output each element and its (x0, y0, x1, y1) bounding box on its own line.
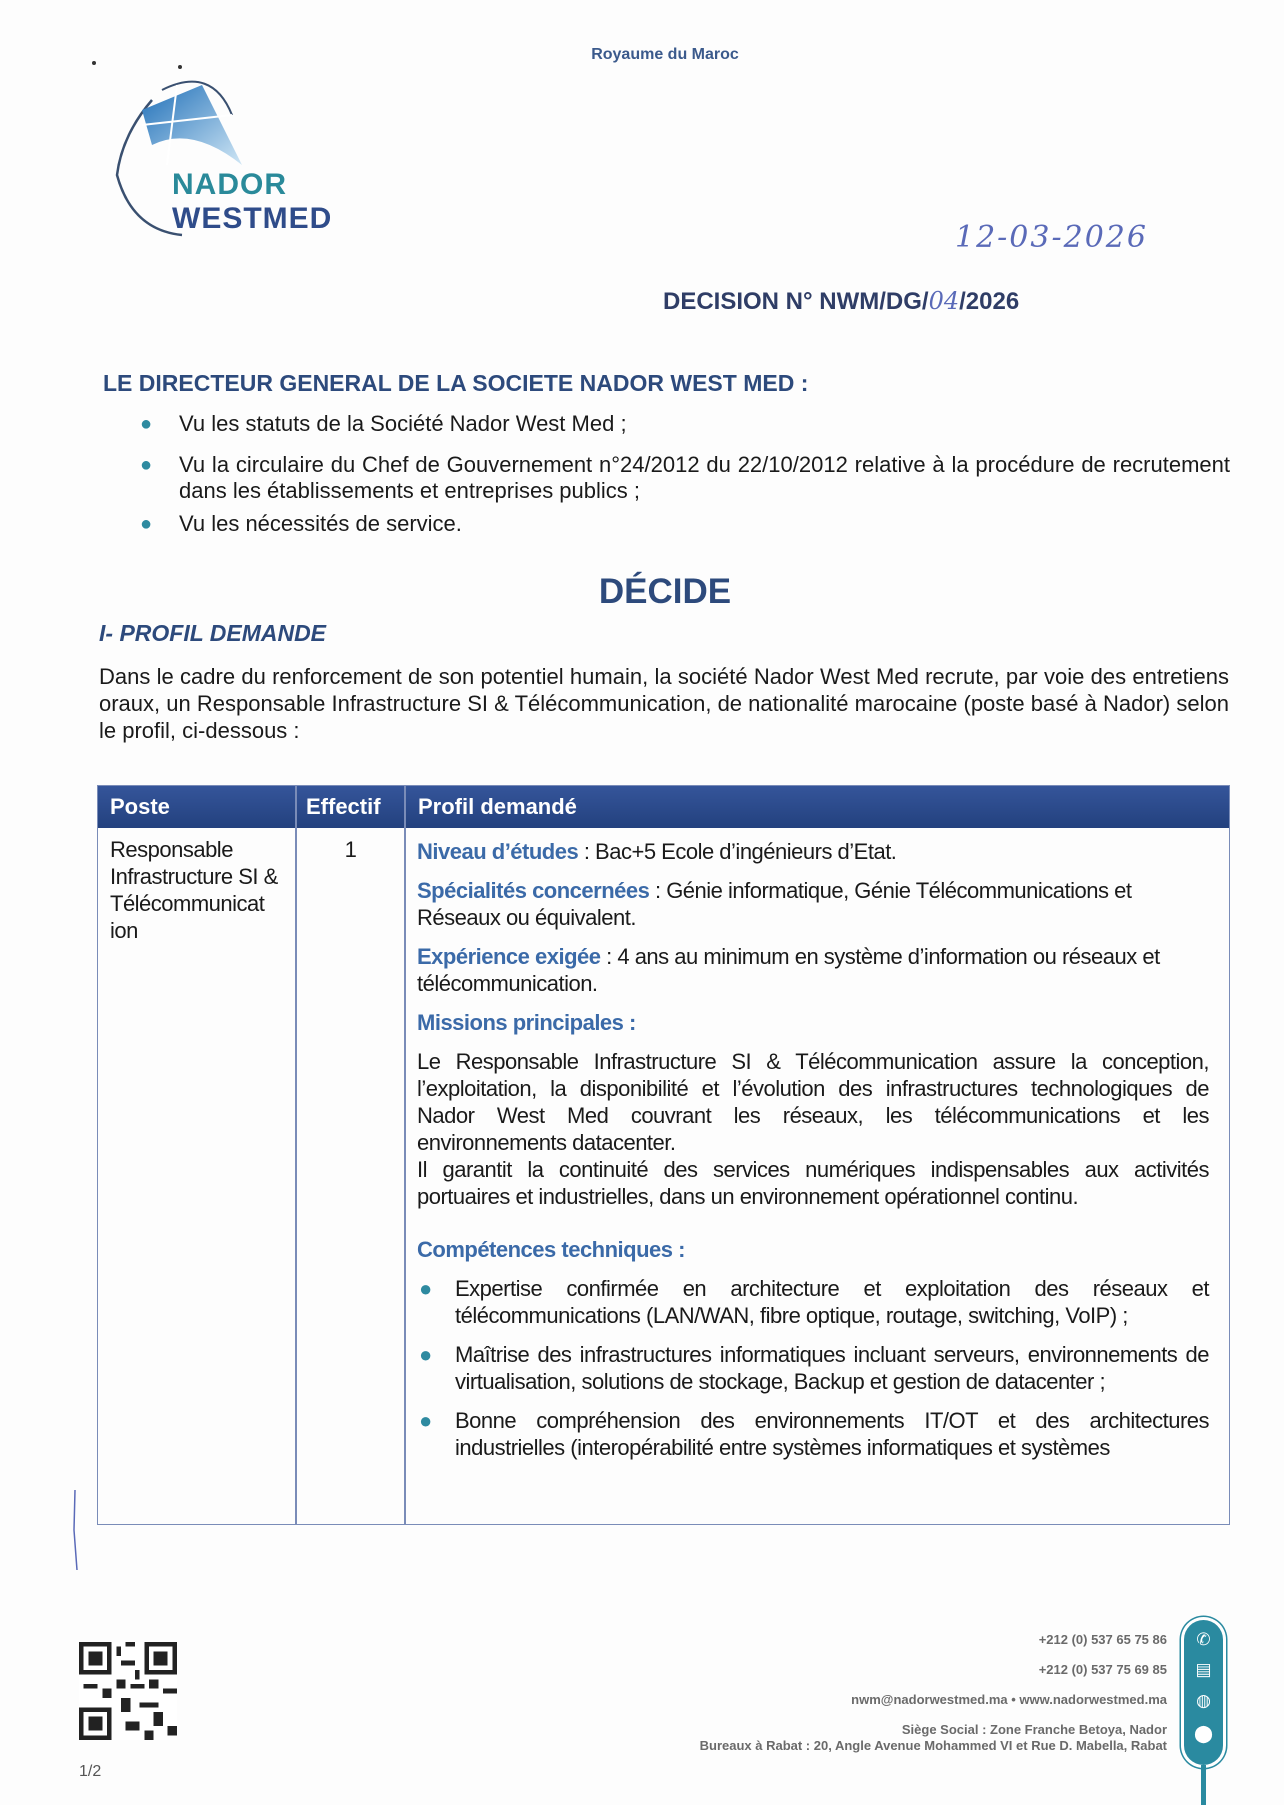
cell-poste: Responsable Infrastructure SI & Télécommunicat ion (110, 837, 278, 943)
competence-item: ● Bonne compréhension des environnements IT/OT et des architectures industrielles (interopérabilité entre systèmes informatiques et systèmes (419, 1408, 1209, 1460)
footer-siege: Siège Social : Zone Franche Betoya, Nador (901, 1722, 1167, 1737)
missions-paragraph: Il garantit la continuité des services numériques indispensables aux activités portuaires et industrielles, dans un environnement opérationnel continu. (417, 1157, 1209, 1209)
location-pin-icon: ⬤ (1193, 1724, 1214, 1743)
preamble-item: ● Vu la circulaire du Chef de Gouvernement n°24/2012 du 22/10/2012 relative à la procédure de recrutement dans les établissements et entreprises publics ; (140, 452, 1230, 503)
handwritten-date: 12-03-2026 (955, 220, 1148, 255)
column-divider (295, 786, 297, 1524)
competence-item: ● Maîtrise des infrastructures informatiques incluant serveurs, environnements de virtualisation, solutions de stockage, Backup et gestion de datacenter ; (419, 1342, 1209, 1394)
footer-phone: +212 (0) 537 65 75 86 (1038, 1632, 1167, 1647)
footer-web: nwm@nadorwestmed.ma • www.nadorwestmed.ma (851, 1692, 1167, 1707)
country-header: Royaume du Maroc (591, 46, 739, 63)
footer-icon-bar (1184, 1620, 1223, 1765)
page-number: 1/2 (79, 1763, 102, 1780)
preamble-heading: LE DIRECTEUR GENERAL DE LA SOCIETE NADOR WEST MED : (103, 370, 809, 396)
header-effectif: Effectif (306, 794, 381, 819)
bullet-icon: ● (140, 454, 153, 476)
experience: Expérience exigée : 4 ans au minimum en système d’information ou réseaux et télécommunication. (417, 944, 1160, 996)
decision-suffix: /2026 (959, 288, 1020, 315)
logo-text-nador: NADOR (172, 168, 287, 201)
decision-number (663, 287, 1019, 316)
specialites: Spécialités concernées : Génie informatique, Génie Télécommunications et Réseaux ou équivalent. (417, 878, 1132, 930)
bullet-icon: ● (419, 1276, 432, 1301)
qr-code (79, 1642, 177, 1740)
handwritten-mark (72, 1490, 78, 1570)
footer-fax: +212 (0) 537 75 69 85 (1038, 1662, 1167, 1677)
footer-bureaux: Bureaux à Rabat : 20, Angle Avenue Mohammed VI et Rue D. Mabella, Rabat (699, 1738, 1167, 1753)
globe-icon: ◍ (1196, 1691, 1211, 1710)
decide-heading: DÉCIDE (598, 572, 732, 611)
cell-profil (417, 826, 1209, 1473)
decision-handwritten-number: 04 (928, 287, 960, 315)
missions-paragraph: Le Responsable Infrastructure SI & Télécommunication assure la conception, l’exploitation, la disponibilité et l’évolution des infrastructures technologiques de Nador West Med couvrant les réseaux, les télécommunications et les environnements datacenter. (417, 1049, 1209, 1155)
preamble-item: ● Vu les statuts de la Société Nador West Med ; (140, 411, 627, 436)
footer-icon-stem (1201, 1765, 1206, 1805)
decision-prefix: DECISION N° NWM/DG/ (663, 288, 929, 315)
column-divider (404, 786, 406, 1524)
header-profil: Profil demandé (418, 794, 577, 819)
header-poste: Poste (110, 794, 170, 819)
profile-table (97, 785, 1230, 1525)
bullet-icon: ● (140, 413, 153, 435)
bullet-icon: ● (419, 1342, 432, 1367)
preamble-item: ● Vu les nécessités de service. (140, 511, 462, 536)
phone-icon: ✆ (1196, 1630, 1211, 1649)
bullet-icon: ● (140, 513, 153, 535)
missions-label: Missions principales : (417, 1010, 636, 1035)
section-title: I- PROFIL DEMANDE (99, 620, 327, 646)
cell-effectif: 1 (344, 837, 357, 862)
section-intro: Dans le cadre du renforcement de son potentiel humain, la société Nador West Med recrute, par voie des entretiens oraux, un Responsable Infrastructure SI & Télécommunication, de nationalité marocaine (poste basé à Nador) selon le profil, ci-dessous : (99, 664, 1229, 743)
table-header (98, 786, 1229, 828)
competence-item: ● Expertise confirmée en architecture et exploitation des réseaux et télécommunications (LAN/WAN, fibre optique, routage, switching, VoIP) ; (419, 1276, 1209, 1328)
niveau-etudes: Niveau d’études : Bac+5 Ecole d’ingénieurs d’Etat. (417, 839, 897, 864)
logo-text-westmed: WESTMED (172, 202, 333, 235)
fax-icon: ▤ (1195, 1660, 1212, 1679)
bullet-icon: ● (419, 1408, 432, 1433)
competences-label: Compétences techniques : (417, 1237, 685, 1262)
